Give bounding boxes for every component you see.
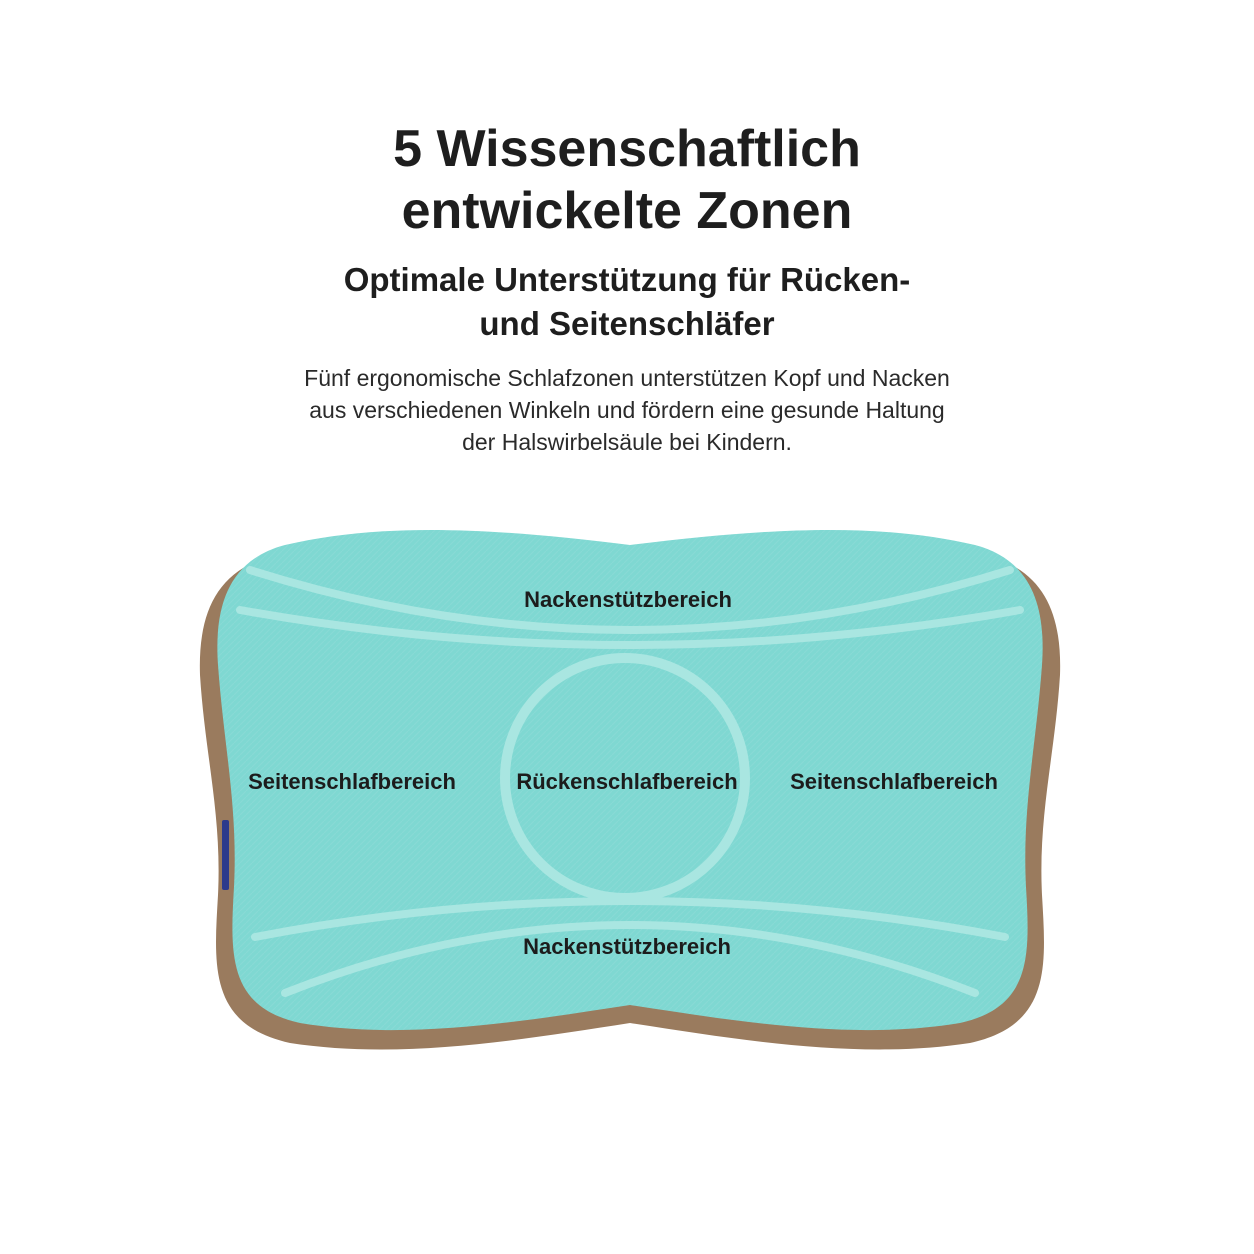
zone-label-left: Seitenschlafbereich xyxy=(248,769,456,794)
description-line-2: aus verschiedenen Winkeln und fördern eine gesunde Haltung xyxy=(309,397,945,423)
zone-label-bottom: Nackenstützbereich xyxy=(523,934,731,959)
description-line-3: der Halswirbelsäule bei Kindern. xyxy=(462,429,792,455)
page-subtitle xyxy=(0,258,1254,346)
subtitle-line-1: Optimale Unterstützung für Rücken- xyxy=(343,261,911,298)
subtitle-line-2: und Seitenschläfer xyxy=(479,305,775,342)
description-line-1: Fünf ergonomische Schlafzonen unterstützen Kopf und Nacken xyxy=(304,365,950,391)
description xyxy=(0,362,1254,458)
zone-label-center: Rückenschlafbereich xyxy=(516,769,738,794)
title-line-1: 5 Wissenschaftlich xyxy=(393,120,861,178)
zone-label-right: Seitenschlafbereich xyxy=(790,769,998,794)
pillow-tag xyxy=(222,820,229,890)
zone-label-top: Nackenstützbereich xyxy=(524,587,732,612)
pillow-illustration xyxy=(180,515,1080,1070)
page-title xyxy=(0,118,1254,242)
title-line-2: entwickelte Zonen xyxy=(401,182,853,240)
